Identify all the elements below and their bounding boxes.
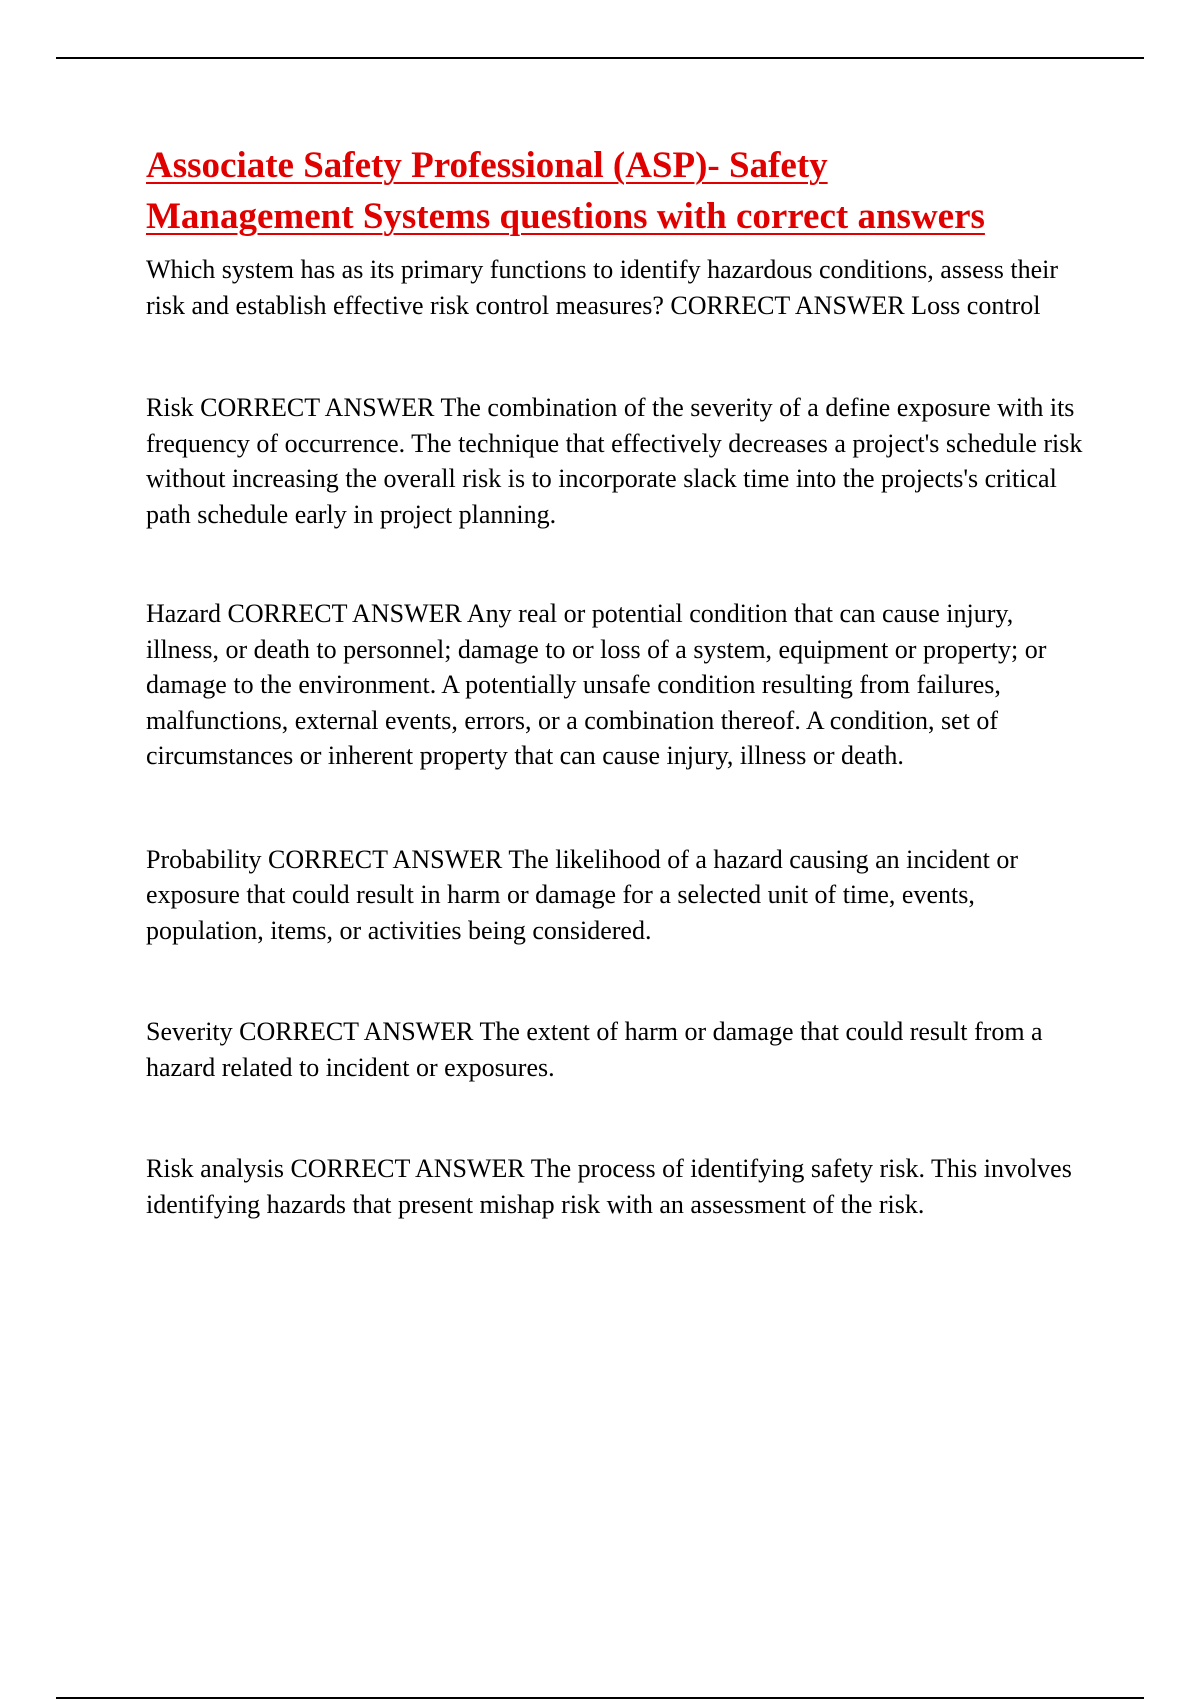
document-page [146, 140, 1091, 1222]
qa-entry-hazard: Hazard CORRECT ANSWER Any real or potential condition that can cause injury, illness, or death to personnel; damage to or loss of a system, equipment or property; or damage to the environment. A potentially unsafe condition resulting from failures, malfunctions, external events, errors, or a combination thereof. A condition, set of circumstances or inherent property that can cause injury, illness or death. [146, 599, 1047, 770]
title-line-1: Associate Safety Professional (ASP)- Safety [146, 145, 828, 186]
document-title [146, 140, 1091, 242]
qa-entry-severity: Severity CORRECT ANSWER The extent of harm or damage that could result from a hazard related to incident or exposures. [146, 1017, 1043, 1082]
qa-entry-loss-control: Which system has as its primary functions to identify hazardous conditions, assess their risk and establish effective risk control measures? CORRECT ANSWER Loss control [146, 255, 1058, 320]
qa-entry-risk: Risk CORRECT ANSWER The combination of the severity of a define exposure with its frequency of occurrence. The technique that effectively decreases a project's schedule risk without increasing the overall risk is to incorporate slack time into the projects's critical path schedule early in project planning. [146, 393, 1083, 529]
top-rule [56, 57, 1144, 59]
qa-entry-probability: Probability CORRECT ANSWER The likelihood of a hazard causing an incident or exposure that could result in harm or damage for a selected unit of time, events, population, items, or activities being considered. [146, 844, 1019, 945]
title-line-2: Management Systems questions with correct answers [146, 196, 985, 237]
qa-entry-risk-analysis: Risk analysis CORRECT ANSWER The process of identifying safety risk. This involves identifying hazards that present mishap risk with an assessment of the risk. [146, 1154, 1072, 1219]
bottom-rule [56, 1697, 1144, 1699]
